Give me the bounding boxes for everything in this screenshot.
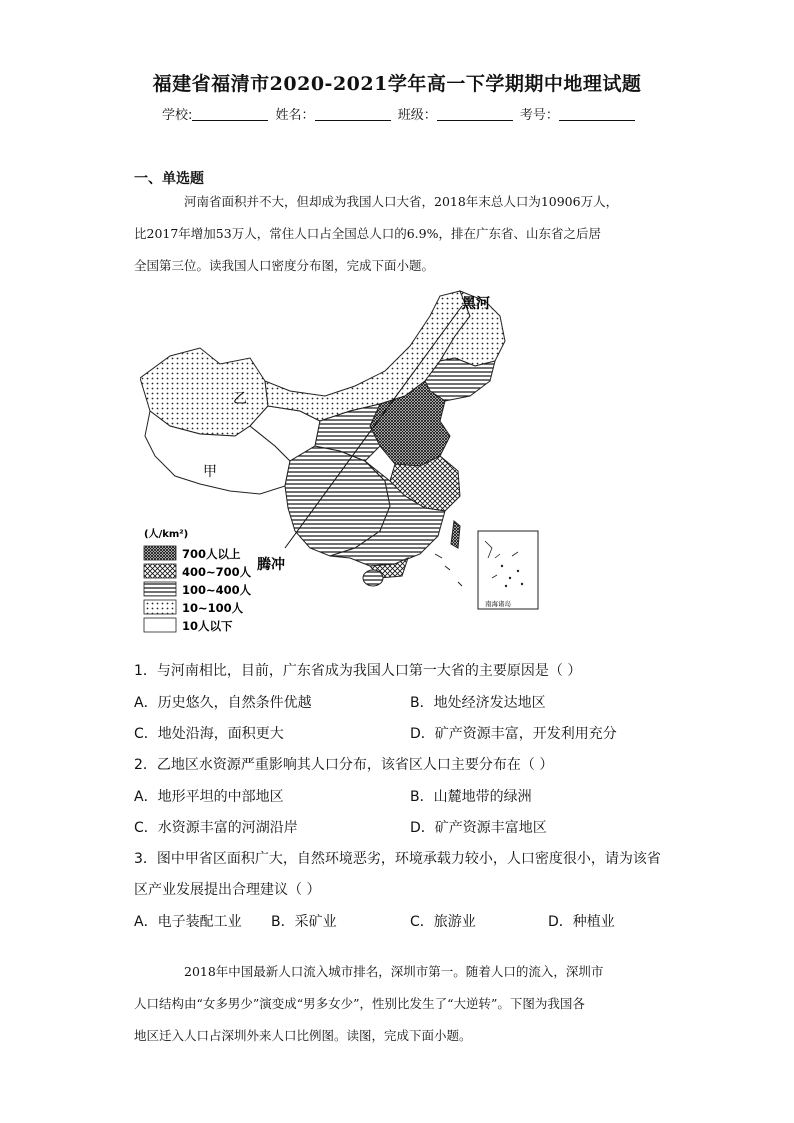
page-title: 福建省福清市2020-2021学年高一下学期期中地理试题 [152,73,642,95]
legend-label: 700人以上 [182,547,241,561]
section-title: 一、单选题 [134,171,204,187]
passage-line: 全国第三位。读我国人口密度分布图，完成下面小题。 [134,258,435,273]
population-density-map [140,286,570,646]
region-taiwan [451,521,460,548]
school-label: 学校: [162,108,193,123]
q1-option-d[interactable]: D．矿产资源丰富，开发利用充分 [410,726,617,742]
q2-option-a[interactable]: A．地形平坦的中部地区 [134,789,284,805]
school-blank[interactable] [192,107,268,121]
map-legend [144,527,252,633]
map-regions [140,291,505,586]
passage-henan [134,186,679,282]
question-3-stem-line2: 区产业发展提出合理建议（ ） [134,882,321,898]
question-2-stem: 2．乙地区水资源严重影响其人口分布，该省区人口主要分布在（ ） [134,757,554,773]
q1-option-a[interactable]: A．历史悠久，自然条件优越 [134,695,312,711]
class-blank[interactable] [437,107,513,121]
class-label: 班级： [397,108,437,123]
passage-line: 人口结构由“女多男少”演变成“男多女少”，性别比发生了“大逆转”。下图为我国各 [134,996,585,1011]
label-tengchong: 腾冲 [257,557,285,573]
south-china-sea-inset [478,531,538,609]
student-info-line [162,104,638,123]
passage-line: 2018年中国最新人口流入城市排名，深圳市第一。随着人口的流入，深圳市 [184,964,604,979]
q3-option-a[interactable]: A．电子装配工业 [134,914,242,930]
label-jia: 甲 [203,464,217,480]
q2-option-d[interactable]: D．矿产资源丰富地区 [410,820,547,836]
name-blank[interactable] [315,107,391,121]
q2-option-c[interactable]: C．水资源丰富的河湖沿岸 [134,820,298,836]
question-1-stem: 1．与河南相比，目前，广东省成为我国人口第一大省的主要原因是（ ） [134,663,582,679]
exam-number-label: 考号： [519,108,559,123]
q3-option-b[interactable]: B．采矿业 [271,914,337,930]
passage-shenzhen [134,956,679,1052]
legend-label: 400~700人 [182,565,252,579]
legend-label: 10人以下 [182,619,233,633]
q3-option-d[interactable]: D．种植业 [548,914,615,930]
question-3-stem-line1: 3．图中甲省区面积广大，自然环境恶劣，环境承载力较小，人口密度很小，请为该省 [134,851,661,867]
label-heihe: 黑河 [462,296,490,312]
q2-option-b[interactable]: B．山麓地带的绿洲 [410,789,532,805]
q1-option-c[interactable]: C．地处沿海，面积更大 [134,726,284,742]
q3-option-c[interactable]: C．旅游业 [410,914,476,930]
legend-label: 10~100人 [182,601,244,615]
legend-label: 100~400人 [182,583,252,597]
region-hainan [363,570,383,586]
passage-line: 河南省面积并不大，但却成为我国人口大省，2018年末总人口为10906万人， [184,194,619,209]
passage-line: 比2017年增加53万人，常住人口占全国总人口的6.9%，排在广东省、山东省之后居 [134,226,601,241]
exam-number-blank[interactable] [559,107,635,121]
inset-label: 南海诸岛 [485,600,511,608]
name-label: 姓名： [275,108,315,123]
legend-unit: (人/km²) [144,529,189,540]
q1-option-b[interactable]: B．地处经济发达地区 [410,695,546,711]
passage-line: 地区迁入人口占深圳外来人口比例图。读图，完成下面小题。 [134,1028,472,1043]
label-yi: 乙 [233,391,247,407]
